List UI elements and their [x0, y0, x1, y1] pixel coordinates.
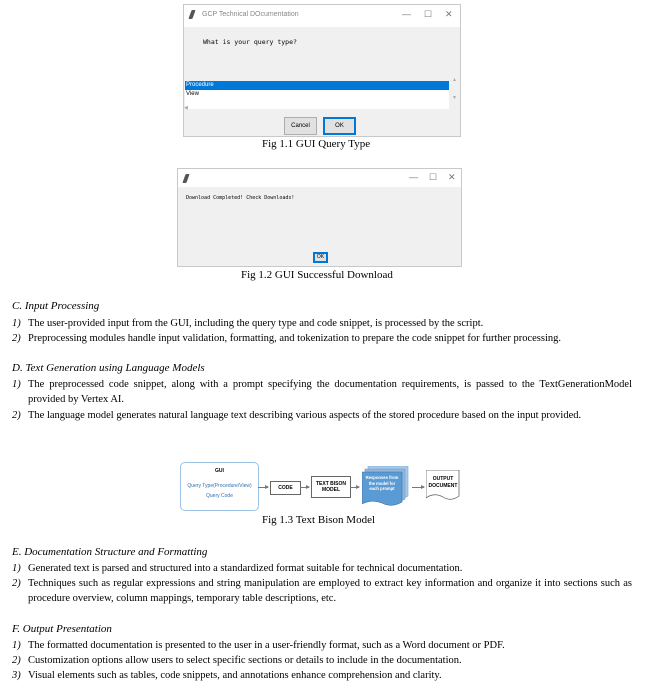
query-prompt: What is your query type? — [203, 38, 297, 46]
section-d-heading: D. Text Generation using Language Models — [12, 362, 205, 374]
close-icon-2[interactable]: ✕ — [448, 172, 456, 182]
list-item-view[interactable]: View — [186, 91, 199, 97]
list-item: 2) Preprocessing modules handle input validation, formatting, and tokenization to prepare the code snippet for further processing. — [12, 333, 562, 344]
fig2-caption: Fig 1.2 GUI Successful Download — [241, 269, 393, 281]
app-feather-icon-2 — [182, 174, 189, 183]
fig1-caption: Fig 1.1 GUI Query Type — [262, 138, 371, 150]
close-icon[interactable]: ✕ — [445, 9, 453, 19]
gui-line2: Query Code — [206, 493, 233, 499]
list-item: 1) Generated text is parsed and structured into a standardized format suitable for technical documentation. — [12, 563, 463, 574]
ok-button[interactable]: OK — [323, 117, 356, 135]
minimize-icon-2[interactable]: — — [409, 172, 418, 182]
arrow-1 — [258, 487, 268, 488]
list-item: 1) The formatted documentation is presented to the user in a user-friendly format, such as a Word document or PDF. — [12, 640, 505, 651]
list-item: 1) The preprocessed code snippet, along with a prompt specifying the documentation requirements, is passed to the TextGenerationModel provided by Vertex AI. — [12, 379, 632, 405]
output-label: OUTPUT DOCUMENT — [428, 476, 458, 489]
arrow-4 — [412, 487, 424, 488]
download-window — [177, 168, 462, 267]
responses-label: Responses from the model for each prompt — [365, 475, 399, 491]
maximize-icon-2[interactable]: ☐ — [429, 172, 438, 182]
gui-line1: Query Type(Procedure/View) — [187, 483, 252, 489]
arrow-2 — [300, 487, 309, 488]
list-item-procedure[interactable]: Procedure — [185, 81, 449, 90]
window-title: GCP Technical DOcumentation — [202, 11, 299, 18]
model-box: TEXT BISON MODEL — [311, 476, 351, 498]
scroll-left-icon[interactable]: ◀ — [184, 106, 188, 111]
list-item: 1) The user-provided input from the GUI, including the query type and code snippet, is processed by the script. — [12, 318, 484, 329]
code-box: CODE — [270, 481, 301, 495]
title-bar — [184, 5, 460, 27]
gui-title: GUI — [215, 468, 224, 474]
minimize-icon[interactable]: — — [402, 9, 411, 19]
fig3-caption: Fig 1.3 Text Bison Model — [262, 514, 376, 526]
query-type-listbox[interactable] — [185, 81, 449, 109]
output-document — [426, 470, 460, 504]
list-item: 2) Customization options allow users to select specific sections or details to include in the documentation. — [12, 655, 462, 666]
scroll-up-icon[interactable]: ▲ — [452, 78, 457, 83]
section-f-heading: F. Output Presentation — [12, 623, 112, 635]
list-item: 2) The language model generates natural language text describing various aspects of the stored procedure based on the input provided. — [12, 410, 582, 421]
list-item: 2) Techniques such as regular expressions and string manipulation are employed to extract key information and organize it into sections such as procedure overview, column mappings, temporary table descriptions, etc. — [12, 578, 632, 604]
title-bar-2 — [178, 169, 461, 187]
arrow-3 — [350, 487, 359, 488]
app-feather-icon — [188, 10, 195, 19]
gui-box — [180, 462, 259, 511]
section-e-heading: E. Documentation Structure and Formatting — [12, 546, 208, 558]
section-c-heading: C. Input Processing — [12, 300, 100, 312]
scroll-down-icon[interactable]: ▼ — [452, 96, 457, 101]
query-type-window — [183, 4, 461, 137]
ok-button-2[interactable]: OK — [313, 252, 328, 263]
responses-stack — [362, 466, 410, 506]
maximize-icon[interactable]: ☐ — [424, 9, 433, 19]
cancel-button[interactable]: Cancel — [284, 117, 317, 135]
download-message: Download Completed! Check Downloads! — [186, 195, 295, 201]
list-item: 3) Visual elements such as tables, code snippets, and annotations enhance comprehension and clarity. — [12, 670, 442, 681]
